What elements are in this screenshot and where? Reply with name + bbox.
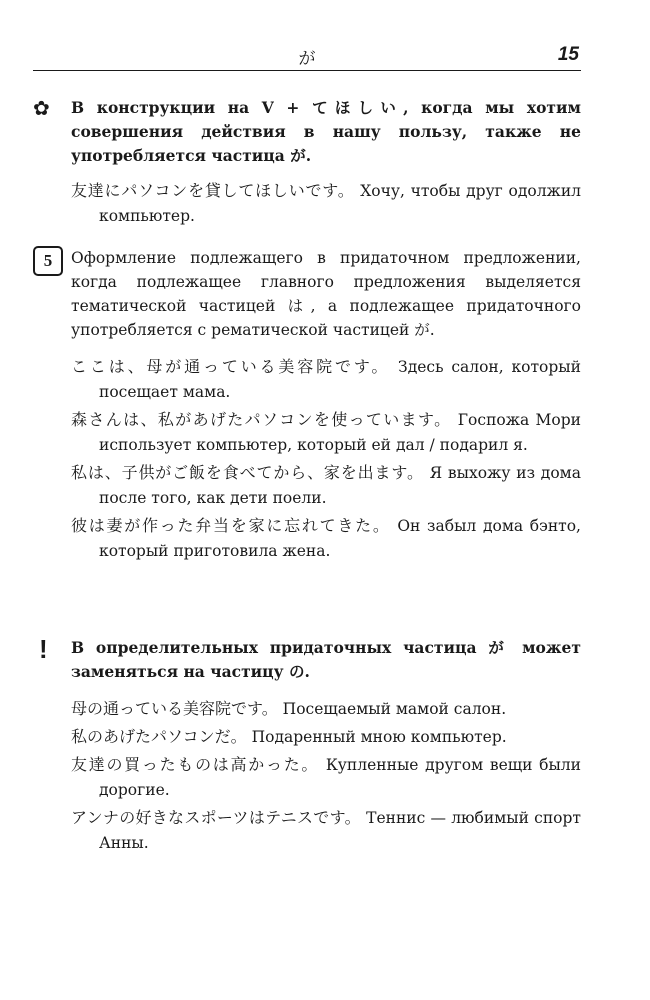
example-translation: Госпожа Мори использует компьютер, который ей дал / подарил я. <box>99 411 581 454</box>
example-japanese: 彼は妻が作った弁当を家に忘れてきた。 <box>71 516 391 535</box>
example-item <box>71 752 581 803</box>
example-translation: Купленные другом вещи были дорогие. <box>99 756 581 799</box>
example-item <box>71 354 581 405</box>
example-translation: Хочу, чтобы друг одолжил компьютер. <box>99 182 581 225</box>
section-number-box: 5 <box>33 246 63 276</box>
example-japanese: 母の通っている美容院です。 <box>71 699 278 718</box>
example-translation: Посещаемый мамой салон. <box>282 700 507 718</box>
example-translation: Подаренный мною компьютер. <box>251 728 507 746</box>
example-translation: Он забыл дома бэнто, который приготовила жена. <box>99 517 581 560</box>
example-translation: Я выхожу из дома после того, как дети поели. <box>99 464 581 507</box>
example-item <box>71 696 581 722</box>
example-translation: Теннис — любимый спорт Анны. <box>99 809 581 852</box>
page-header <box>33 38 581 71</box>
running-head: が <box>298 49 316 69</box>
example-japanese: 森さんは、私があげたパソコンを使っています。 <box>71 410 452 429</box>
example-japanese: 友達にパソコンを貸してほしいです。 <box>71 181 355 200</box>
note-block-2 <box>33 636 581 858</box>
note-1-text: В конструкции на V + てほしい, когда мы хотим совершения действия в нашу пользу, также не употребляется частица が. <box>71 98 581 165</box>
example-translation: Здесь салон, который посещает мама. <box>99 358 581 401</box>
flower-icon: ✿ <box>33 96 50 120</box>
example-item <box>71 178 581 229</box>
example-japanese: 友達の買ったものは高かった。 <box>71 755 320 774</box>
example-item <box>71 407 581 458</box>
example-japanese: ここは、母が通っている美容院です。 <box>71 357 391 376</box>
example-item <box>71 460 581 511</box>
section-5-text: Оформление подлежащего в придаточном предложении, когда подлежащее главного предложения выделяется тематической частицей は, а подлежащее придаточного употребляется с рематической частицей が. <box>71 249 581 339</box>
note-2-text: В определительных придаточных частица が может заменяться на частицу の. <box>71 638 581 681</box>
note-block-1 <box>33 96 581 231</box>
example-item <box>71 513 581 564</box>
example-item <box>71 805 581 856</box>
page-number: 15 <box>557 44 579 65</box>
example-item <box>71 724 581 750</box>
exclamation-icon: ! <box>39 634 48 664</box>
example-japanese: 私のあげたパソコンだ。 <box>71 727 247 746</box>
example-japanese: 私は、子供がご飯を食べてから、家を出ます。 <box>71 463 424 482</box>
section-5 <box>33 246 581 566</box>
example-japanese: アンナの好きなスポーツはテニスです。 <box>71 808 361 827</box>
